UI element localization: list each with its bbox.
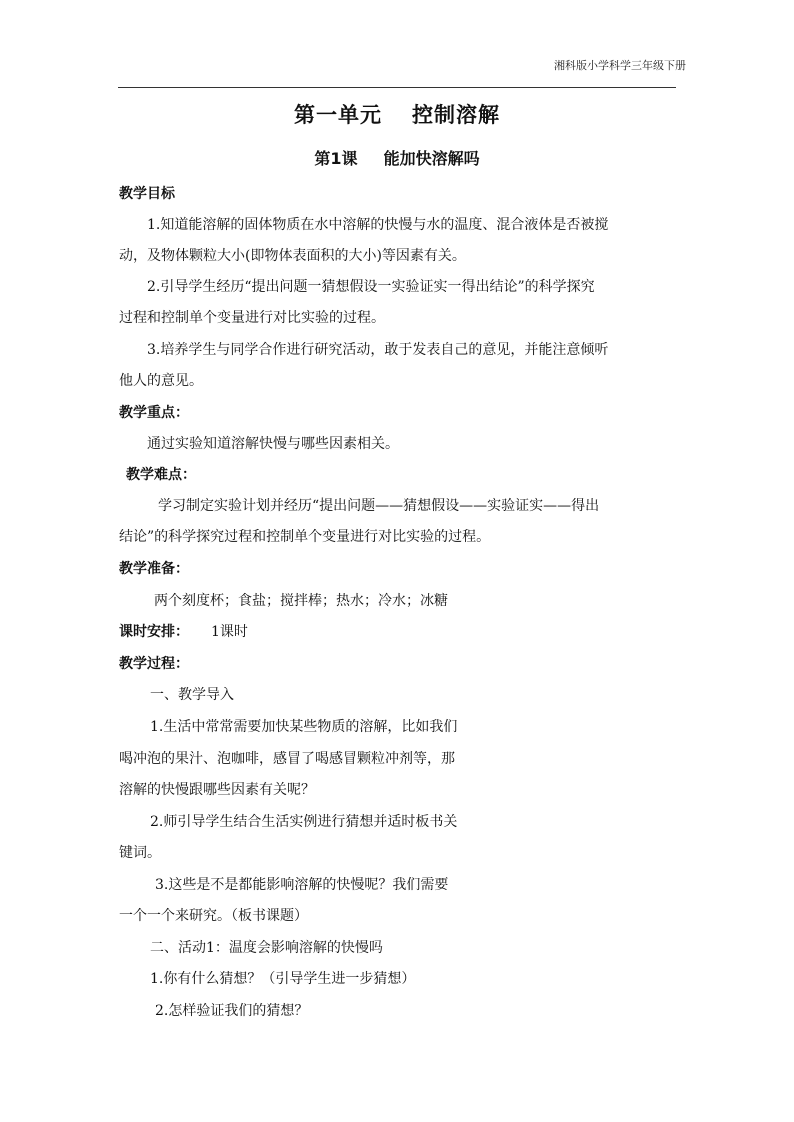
process-line: 溶解的快慢跟哪些因素有关呢？ <box>119 782 315 798</box>
key-points-heading: 教学重点： <box>119 405 189 421</box>
process-line: 一个一个来研究。（板书课题） <box>119 908 308 924</box>
process-line: 一、教学导入 <box>150 687 234 703</box>
schedule-heading: 课时安排： <box>119 624 189 640</box>
unit-number: 第一单元 <box>294 103 382 127</box>
process-line: 2.师引导学生结合生活实例进行猜想并适时板书关 <box>150 814 458 830</box>
objectives-heading: 教学目标 <box>119 186 175 202</box>
process-line: 1.你有什么猜想？（引导学生进一步猜想） <box>150 971 416 987</box>
process-line: 喝冲泡的果汁、泡咖啡，感冒了喝感冒颗粒冲剂等，那 <box>119 751 455 767</box>
unit-name: 控制溶解 <box>412 103 500 127</box>
preparation-heading: 教学准备： <box>119 561 189 577</box>
process-line: 2.怎样验证我们的猜想？ <box>155 1003 309 1019</box>
preparation-text: 两个刻度杯；食盐；搅拌棒；热水；冷水；冰糖 <box>154 593 448 609</box>
objective-line: 3.培养学生与同学合作进行研究活动，敢于发表自己的意见，并能注意倾听 <box>147 342 609 358</box>
key-points-text: 通过实验知道溶解快慢与哪些因素相关。 <box>147 436 399 452</box>
objective-line: 1.知道能溶解的固体物质在水中溶解的快慢与水的温度、混合液体是否被搅 <box>147 217 609 233</box>
process-line: 1.生活中常常需要加快某些物质的溶解，比如我们 <box>150 719 458 735</box>
difficulties-heading: 教学难点： <box>126 467 196 483</box>
objective-line: 过程和控制单个变量进行对比实验的过程。 <box>119 310 385 326</box>
lesson-number: 第1课 <box>314 149 358 168</box>
schedule-value: 1课时 <box>211 624 248 640</box>
unit-title <box>0 99 794 129</box>
schedule-row <box>119 621 248 641</box>
header-note: 湘科版小学科学三年级下册 <box>554 59 686 72</box>
header-divider <box>118 87 676 88</box>
lesson-name: 能加快溶解吗 <box>383 149 480 168</box>
process-line: 二、活动1：温度会影响溶解的快慢吗 <box>150 940 383 956</box>
objective-line: 他人的意见。 <box>119 373 203 389</box>
process-line: 3.这些是不是都能影响溶解的快慢呢？我们需要 <box>155 877 449 893</box>
objective-line: 2.引导学生经历“提出问题一猜想假设一实验证实一得出结论”的科学探究 <box>147 279 595 295</box>
difficulty-line: 学习制定实验计划并经历“提出问题——猜想假设——实验证实——得出 <box>158 498 600 514</box>
objective-line: 动，及物体颗粒大小(即物体表面积的大小)等因素有关。 <box>119 248 466 264</box>
process-heading: 教学过程： <box>119 656 189 672</box>
lesson-title <box>0 146 794 169</box>
process-line: 键词。 <box>119 845 161 861</box>
difficulty-line: 结论”的科学探究过程和控制单个变量进行对比实验的过程。 <box>119 529 491 545</box>
